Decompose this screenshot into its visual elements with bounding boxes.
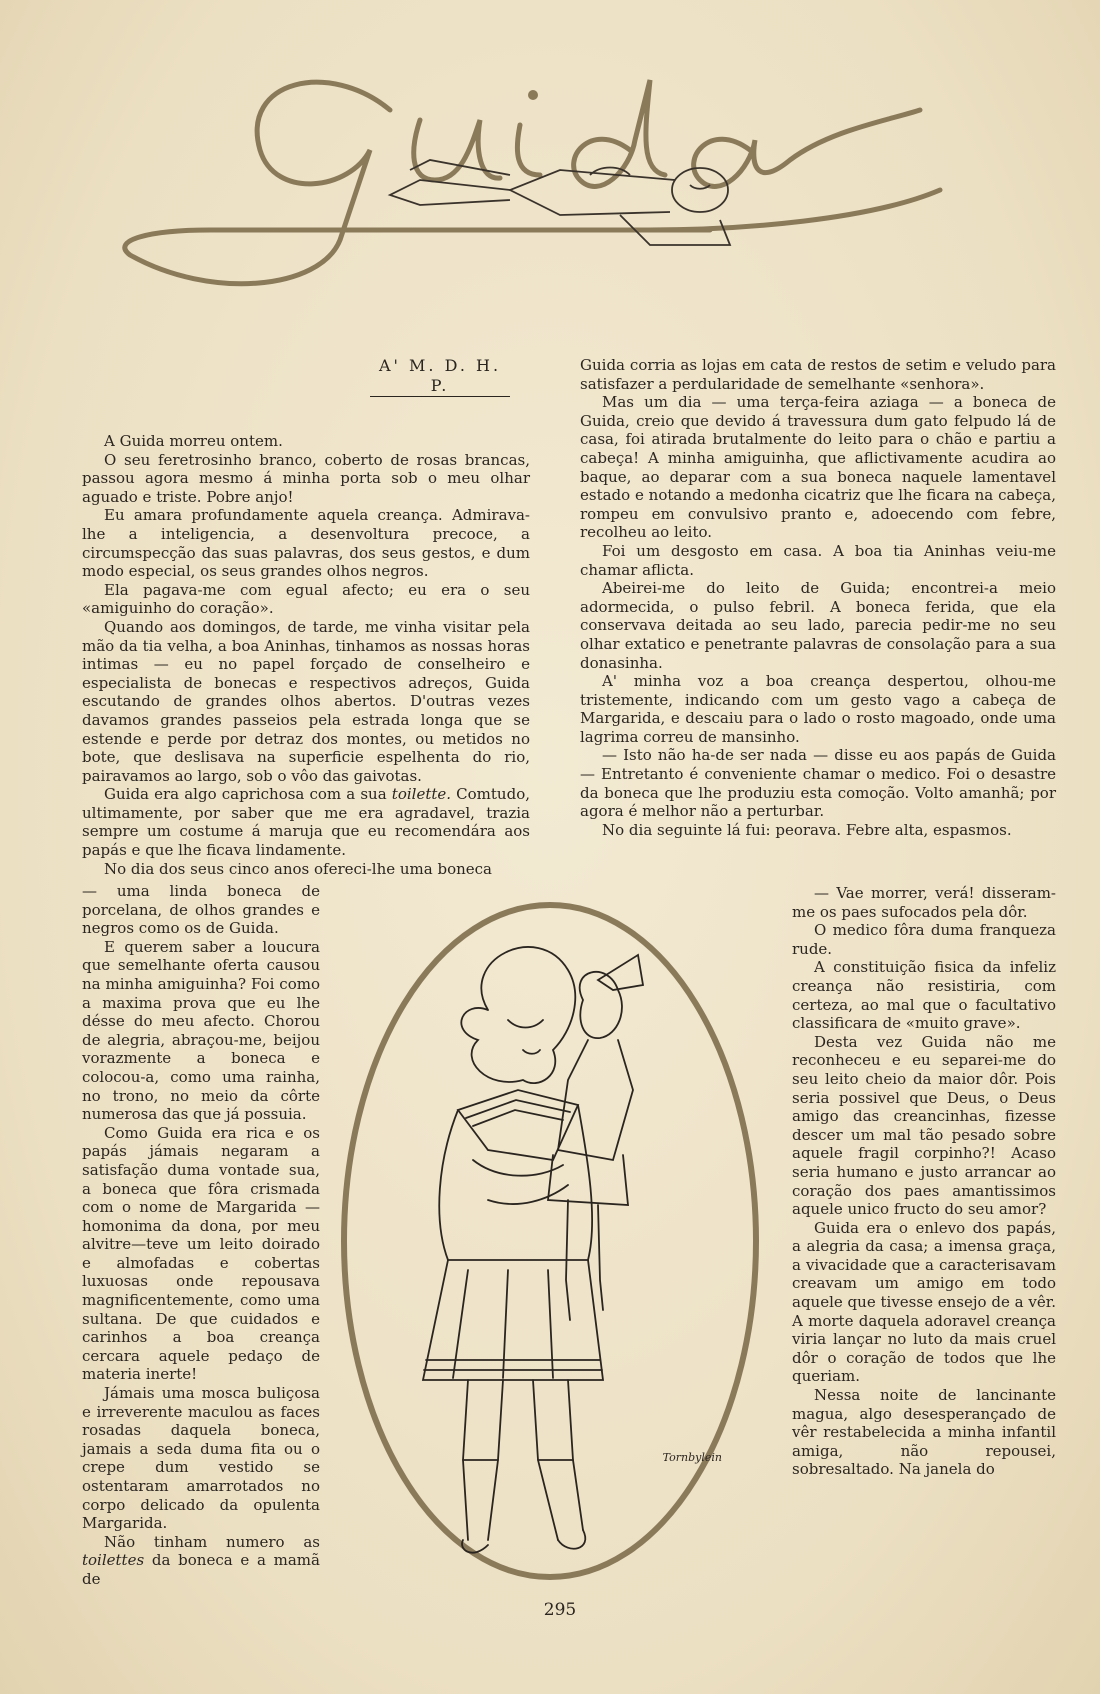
paragraph: O medico fôra duma franqueza rude. [792, 921, 1056, 958]
left-narrow-column [82, 882, 320, 1589]
paragraph: E querem saber a loucura que semelhante oferta causou na minha amiguinha? Foi como a maxima prova que eu lhe désse do meu afecto. Chorou de alegria, abraçou-me, beijou vorazmente a boneca e colocou-a, como uma rainha, no trono, no meio da côrte numerosa das que já possuia. [82, 937, 320, 1124]
paragraph: — uma linda boneca de porcelana, de olhos grandes e negros como os de Guida. [82, 882, 320, 938]
text-run: da boneca e a mamã de [82, 1551, 320, 1588]
italic-word: toilette. [391, 785, 452, 804]
paragraph: Nessa noite de lancinante magua, algo desesperançado de vêr restabelecida a minha infantil amiga, não repousei, sobresaltado. Na janela do [792, 1386, 1056, 1479]
paragraph: Foi um desgosto em casa. A boa tia Aninhas veiu-me chamar aflicta. [580, 541, 1056, 579]
italic-word: toilettes [82, 1551, 145, 1570]
paragraph: A constituição fisica da infeliz creança não resistiria, com certeza, ao mal que o facultativo classificara de «muito grave». [792, 958, 1056, 1033]
left-column [82, 432, 530, 878]
text-run: Comtudo, ultimamente, por saber que me era agradavel, trazia sempre um costume á maruja que eu recomendára aos papás e que lhe ficava lindamente. [82, 785, 530, 860]
paragraph: Ela pagava-me com egual afecto; eu era o seu «amiguinho do coração». [82, 580, 530, 618]
paragraph: Eu amara profundamente aquela creança. Admirava-lhe a inteligencia, a desenvoltura precoce, a circumspecção das suas palavras, dos seus gestos, e dum modo especial, os seus grandes olhos negros. [82, 506, 530, 581]
illustration-signature: Tornbylein [662, 1451, 722, 1464]
title-calligraphy [90, 40, 990, 300]
title-text [90, 40, 91, 41]
paragraph: Desta vez Guida não me reconheceu e eu separei-me do seu leito cheio da maior dôr. Pois seria possivel que Deus, o Deus amigo das creancinhas, fizesse descer um mal tão pesado sobre aquele fragil corpinho?! Acaso seria humano e justo arrancar ao coração dos paes amantissimos aquele unico fructo do seu amor? [792, 1032, 1056, 1219]
paragraph: Jámais uma mosca buliçosa e irreverente maculou as faces rosadas daquela boneca, jamais a seda duma fita ou o crepe dum vestido se ostentaram amarrotados no corpo delicado da opulenta Margarida. [82, 1384, 320, 1533]
paragraph: Abeirei-me do leito de Guida; encontrei-a meio adormecida, o pulso febril. A boneca ferida, que ela conservava deitada ao seu lado, parecia pedir-me no seu olhar extatico e penetrante palavras de consolação para a sua donasinha. [580, 579, 1056, 672]
oval-illustration [338, 900, 762, 1582]
paragraph: Quando aos domingos, de tarde, me vinha visitar pela mão da tia velha, a boa Aninhas, tinhamos as nossas horas intimas — eu no papel forçado de conselheiro e especialista de bonecas e respectivos adreços, Guida escutando de grandes olhos abertos. D'outras vezes davamos grandes passeios pela estrada longa que se estende e perde por detraz dos montes, ou metidos no bote, que deslisava na superficie espelhenta do rio, pairavamos ao largo, sob o vôo das gaivotas. [82, 617, 530, 785]
paragraph: No dia dos seus cinco anos ofereci-lhe uma boneca [104, 859, 492, 878]
paragraph [82, 785, 530, 859]
paragraph: Mas um dia — uma terça-feira aziaga — a boneca de Guida, creio que devido á travessura dum gato felpudo lá de casa, foi atirada brutalmente do leito para o chão e partiu a cabeça! A minha amiguinha, que aflictivamente acudira ao baque, ao deparar com a sua boneca naquele lamentavel estado e notando a medonha cicatriz que lhe ficara na cabeça, rompeu em convulsivo pranto e, adoecendo com febre, recolheu ao leito. [580, 393, 1056, 542]
girl-with-doll-drawing [338, 900, 762, 1582]
paragraph: Guida corria as lojas em cata de restos de setim e veludo para satisfazer a perdularidade de semelhante «senhora». [580, 356, 1056, 393]
text-run: Guida era algo caprichosa com a sua [104, 785, 387, 804]
dedication: A' M. D. H. P. [370, 356, 510, 397]
paragraph: O seu feretrosinho branco, coberto de rosas brancas, passou agora mesmo á minha porta sob o meu olhar aguado e triste. Pobre anjo! [82, 450, 530, 506]
paragraph: Como Guida era rica e os papás jámais negaram a satisfação duma vontade sua, a boneca que fôra crismada com o nome de Margarida — homonima da dona, por meu alvitre—teve um leito doirado e almofadas e cobertas luxuosas onde repousava magnificentemente, como uma sultana. De que cuidados e carinhos a boa creança cercara aquele pedaço de materia inerte! [82, 1123, 320, 1384]
paragraph: Guida era o enlevo dos papás, a alegria da casa; a imensa graça, a vivacidade que a caracterisavam creavam um amigo em todo aquele que tivesse ensejo de a vêr. A morte daquela adoravel creança viria lançar no luto da mais cruel dôr o coração de todos que lhe queriam. [792, 1218, 1056, 1386]
text-run: Não tinham numero as [104, 1532, 320, 1551]
right-narrow-column [792, 884, 1056, 1479]
right-column [580, 356, 1056, 839]
title-ornament [90, 40, 990, 300]
paragraph: No dia seguinte lá fui: peorava. Febre alta, espasmos. [602, 820, 1012, 839]
page-number: 295 [543, 1600, 577, 1620]
paragraph: A' minha voz a boa creança despertou, olhou-me tristemente, indicando com um gesto vago a cabeça de Margarida, e descaiu para o lado o rosto magoado, onde uma lagrima correu de mansinho. [580, 672, 1056, 746]
paragraph [82, 1533, 320, 1589]
paragraph: A Guida morreu ontem. [104, 432, 283, 450]
paragraph: — Isto não ha-de ser nada — disse eu aos papás de Guida — Entretanto é conveniente chamar o medico. Foi o desastre da boneca que lhe produziu esta comoção. Volto amanhã; por agora é melhor não a perturbar. [580, 746, 1056, 821]
paragraph: — Vae morrer, verá! disseram-me os paes sufocados pela dôr. [792, 884, 1056, 921]
